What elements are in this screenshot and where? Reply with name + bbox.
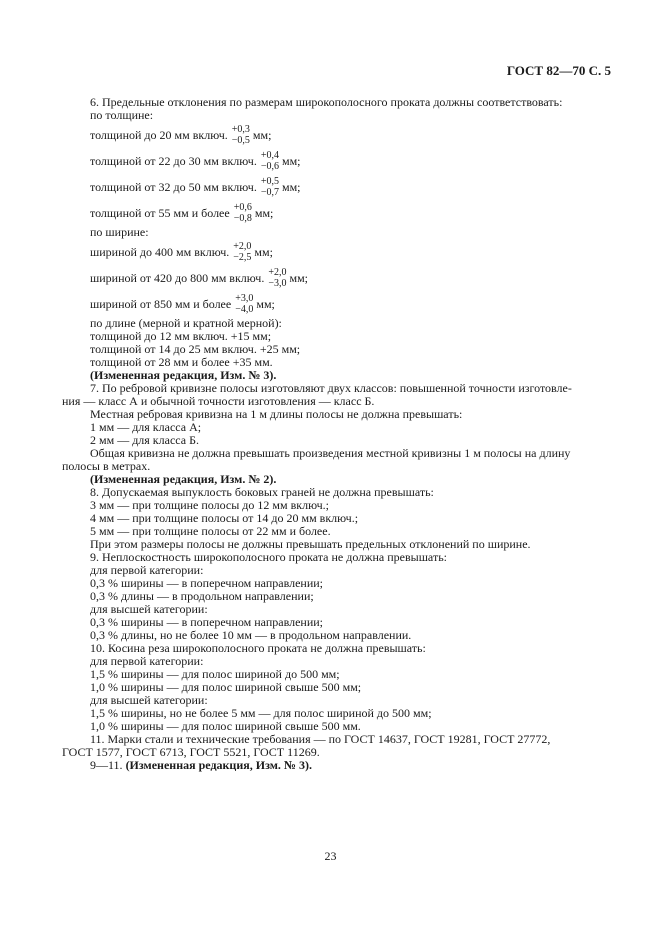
s7-local: Местная ребровая кривизна на 1 м длины полосы не должна превышать: [90,407,463,421]
s9-item: 0,3 % длины — в продольном направлении; [90,589,314,603]
s6-width-label: по ширине: [90,225,149,239]
tolerance-text: толщиной от 22 до 30 мм включ. [90,153,257,168]
tolerance-unit: мм; [254,244,273,259]
tolerance-upper: +0,4 [260,150,279,161]
s8-extra: При этом размеры полосы не должны превышать предельных отклонений по ширине. [90,537,531,551]
s7-line1: 7. По ребровой кривизне полосы изготовляют двух классов: повышенной точности изготовле- [90,381,572,395]
tolerance-text: толщиной от 55 мм и более [90,205,230,220]
final-note-text: (Измененная редакция, Изм. № 3). [125,758,312,772]
s9-intro: 9. Неплоскостность широкополосного проката не должна превышать: [90,550,447,564]
s9-item: 0,3 % длины, но не более 10 мм — в продольном направлении. [90,628,412,642]
s9-category: для высшей категории: [90,602,208,616]
tolerance-fraction [235,293,253,315]
tolerance-lower: −4,0 [235,304,254,315]
s9-category: для первой категории: [90,563,204,577]
s7-general-line2: полосы в метрах. [62,459,151,473]
tolerance-upper: +0,3 [231,124,250,135]
s8-item: 3 мм — при толщине полосы до 12 мм включ.; [90,498,329,512]
s10-item: 1,5 % ширины, но не более 5 мм — для полос шириной до 500 мм; [90,706,432,720]
tolerance-lower: −0,8 [233,213,252,224]
s6-length-item: толщиной до 12 мм включ. +15 мм; [90,329,272,343]
tolerance-upper: +3,0 [235,293,254,304]
page-number: 23 [324,849,337,863]
tolerance-row [90,239,610,265]
s6-length-label: по длине (мерной и кратной мерной): [90,316,282,330]
tolerance-upper: +0,6 [233,202,252,213]
s10-item: 1,0 % ширины — для полос шириной свыше 500 мм. [90,719,361,733]
s9-item: 0,3 % ширины — в поперечном направлении; [90,576,324,590]
tolerance-unit: мм; [289,270,309,285]
tolerance-fraction [234,202,252,224]
s8-item: 5 мм — при толщине полосы от 22 мм и более. [90,524,331,538]
tolerance-upper: +0,5 [260,176,279,187]
s10-intro: 10. Косина реза широкополосного проката не должна превышать: [90,641,426,655]
tolerance-fraction [261,150,279,172]
s6-length-item: толщиной от 14 до 25 мм включ. +25 мм; [90,342,301,356]
tolerance-upper: +2,0 [268,267,287,278]
tolerance-row [90,122,610,148]
tolerance-text: шириной от 420 до 800 мм включ. [90,270,265,285]
s7-item: 2 мм — для класса Б. [90,433,199,447]
s7-item: 1 мм — для класса А; [90,420,202,434]
s6-length-item: толщиной от 28 мм и более +35 мм. [90,355,273,369]
tolerance-fraction [261,176,279,198]
tolerance-lower: −2,5 [233,252,252,263]
s6-thickness-label: по толщине: [90,108,154,122]
s10-category: для высшей категории: [90,693,208,707]
tolerance-text: шириной от 850 мм и более [90,296,232,311]
tolerance-lower: −3,0 [268,278,287,289]
tolerance-row [90,174,610,200]
tolerance-unit: мм; [252,127,272,142]
tolerance-lower: −0,5 [231,135,250,146]
tolerance-upper: +2,0 [233,241,252,252]
s6-intro: 6. Предельные отклонения по размерам широкополосного проката должны соответствовать: [90,95,563,109]
tolerance-lower: −0,7 [260,187,279,198]
tolerance-unit: мм; [281,153,301,168]
tolerance-text: толщиной от 32 до 50 мм включ. [90,179,257,194]
s11-line2: ГОСТ 1577, ГОСТ 6713, ГОСТ 5521, ГОСТ 11269. [62,745,320,759]
s10-item: 1,0 % ширины — для полос шириной свыше 500 мм; [90,680,362,694]
tolerance-unit: мм; [254,205,274,220]
s7-line2: ния — класс А и обычной точности изготовления — класс Б. [62,394,375,408]
page-header: ГОСТ 82—70 С. 5 [506,63,611,78]
tolerance-unit: мм; [281,179,301,194]
tolerance-lower: −0,6 [260,161,279,172]
s10-category: для первой категории: [90,654,204,668]
tolerance-row [90,265,610,291]
tolerance-fraction [232,124,250,146]
tolerance-unit: мм; [256,296,275,311]
page-content [62,95,610,772]
final-amendment-note [90,759,610,772]
final-note-prefix: 9—11. [90,758,126,772]
s7-general-line1: Общая кривизна не должна превышать произведения местной кривизны 1 м полосы на длину [90,446,571,460]
s8-item: 4 мм — при толщине полосы от 14 до 20 мм включ.; [90,511,359,525]
s6-amendment-note: (Измененная редакция, Изм. № 3). [90,368,277,382]
tolerance-row [90,148,610,174]
s7-amendment-note: (Измененная редакция, Изм. № 2). [90,472,277,486]
tolerance-fraction [268,267,286,289]
tolerance-row [90,200,610,226]
s11-line1: 11. Марки стали и технические требования — по ГОСТ 14637, ГОСТ 19281, ГОСТ 27772, [90,732,551,746]
s10-item: 1,5 % ширины — для полос шириной до 500 мм; [90,667,340,681]
tolerance-row [90,291,610,317]
tolerance-text: шириной до 400 мм включ. [90,244,230,259]
tolerance-fraction [233,241,251,263]
tolerance-text: толщиной до 20 мм включ. [90,127,228,142]
s8-intro: 8. Допускаемая выпуклость боковых граней не должна превышать: [90,485,434,499]
s9-item: 0,3 % ширины — в поперечном направлении; [90,615,324,629]
